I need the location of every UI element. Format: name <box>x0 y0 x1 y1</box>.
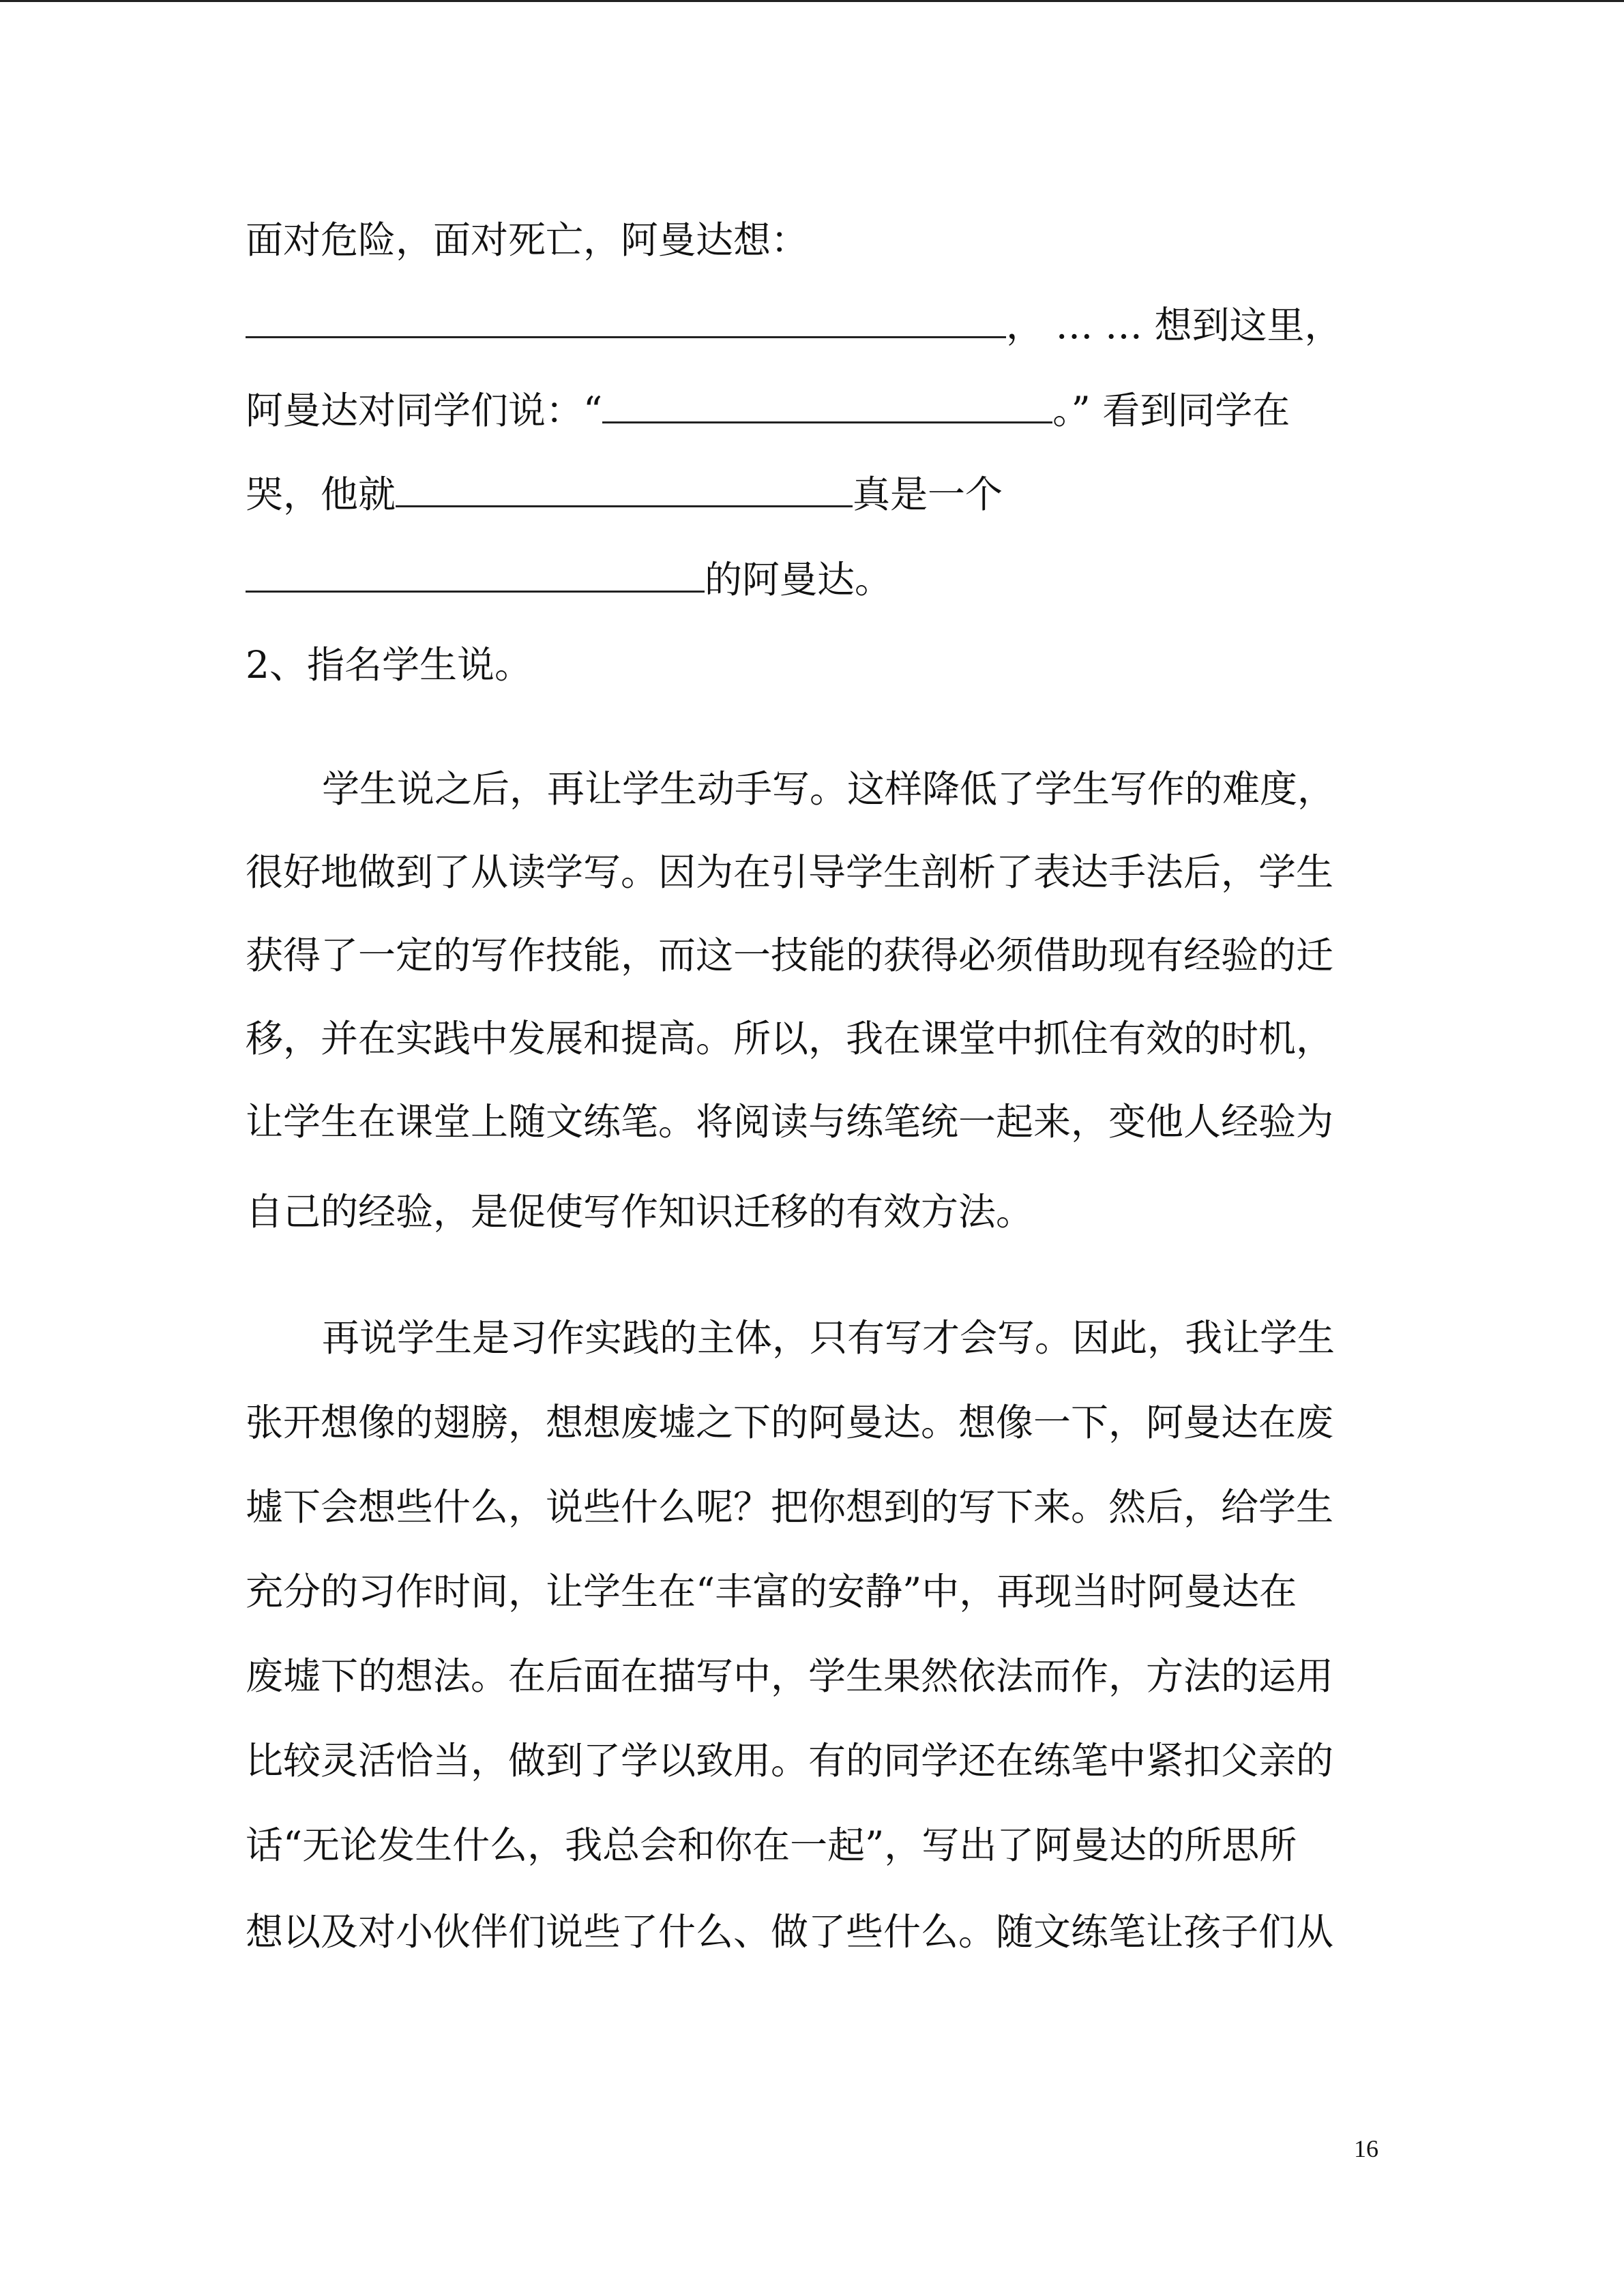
exercise-line-2-text: ， … … 想到这里， <box>1006 303 1342 347</box>
paragraph-2-line: 充分的习作时间，让学生在“丰富的安静”中，再现当时阿曼达在 <box>246 1570 1297 1613</box>
paragraph-1-line: 学生说之后，再让学生动手写。这样降低了学生写作的难度， <box>322 767 1335 811</box>
exercise-line-4-lead: 哭，他就 <box>246 473 396 516</box>
fill-blank-3[interactable] <box>396 474 853 507</box>
exercise-line-5-tail: 的阿曼达。 <box>705 558 893 601</box>
paragraph-1-line: 移，并在实践中发展和提高。所以，我在课堂中抓住有效的时机， <box>246 1017 1334 1060</box>
exercise-line-4 <box>246 474 1003 515</box>
exercise-line-3-tail: 。” 看到同学在 <box>1052 389 1290 432</box>
paragraph-1-line: 让学生在课堂上随文练笔。将阅读与练笔统一起来，变他人经验为 <box>246 1100 1334 1144</box>
fill-blank-2[interactable] <box>602 390 1052 423</box>
paragraph-2-line: 废墟下的想法。在后面在描写中，学生果然依法而作，方法的运用 <box>246 1654 1334 1698</box>
paragraph-2-line: 张开想像的翅膀，想想废墟之下的阿曼达。想像一下，阿曼达在废 <box>246 1401 1334 1444</box>
exercise-line-1: 面对危险，面对死亡，阿曼达想： <box>246 218 809 262</box>
exercise-line-5 <box>246 559 892 600</box>
paragraph-1-line: 很好地做到了从读学写。因为在引导学生剖析了表达手法后，学生 <box>246 850 1334 894</box>
paragraph-2-line: 话“无论发生什么，我总会和你在一起”，写出了阿曼达的所思所 <box>246 1823 1297 1867</box>
top-border <box>0 0 1624 2</box>
paragraph-1-line: 获得了一定的写作技能，而这一技能的获得必须借助现有经验的迁 <box>246 934 1334 977</box>
exercise-line-2 <box>246 305 1342 346</box>
paragraph-1-line: 自己的经验，是促使写作知识迁移的有效方法。 <box>246 1190 1034 1234</box>
paragraph-2-line: 再说学生是习作实践的主体，只有写才会写。因此，我让学生 <box>322 1316 1335 1360</box>
fill-blank-4[interactable] <box>246 559 705 593</box>
exercise-line-3-lead: 阿曼达对同学们说：“ <box>246 389 603 432</box>
paragraph-2-line: 想以及对小伙伴们说些了什么、做了些什么。随文练笔让孩子们从 <box>246 1910 1334 1954</box>
paragraph-2-line: 比较灵活恰当，做到了学以致用。有的同学还在练笔中紧扣父亲的 <box>246 1739 1334 1783</box>
exercise-line-3 <box>246 390 1290 431</box>
step-2-heading: 2、指名学生说。 <box>246 643 532 687</box>
paragraph-2-line: 墟下会想些什么，说些什么呢？把你想到的写下来。然后，给学生 <box>246 1485 1334 1529</box>
exercise-line-4-tail: 真是一个 <box>853 473 1003 516</box>
fill-blank-1[interactable] <box>246 305 1006 338</box>
page-number: 16 <box>1354 2135 1378 2162</box>
